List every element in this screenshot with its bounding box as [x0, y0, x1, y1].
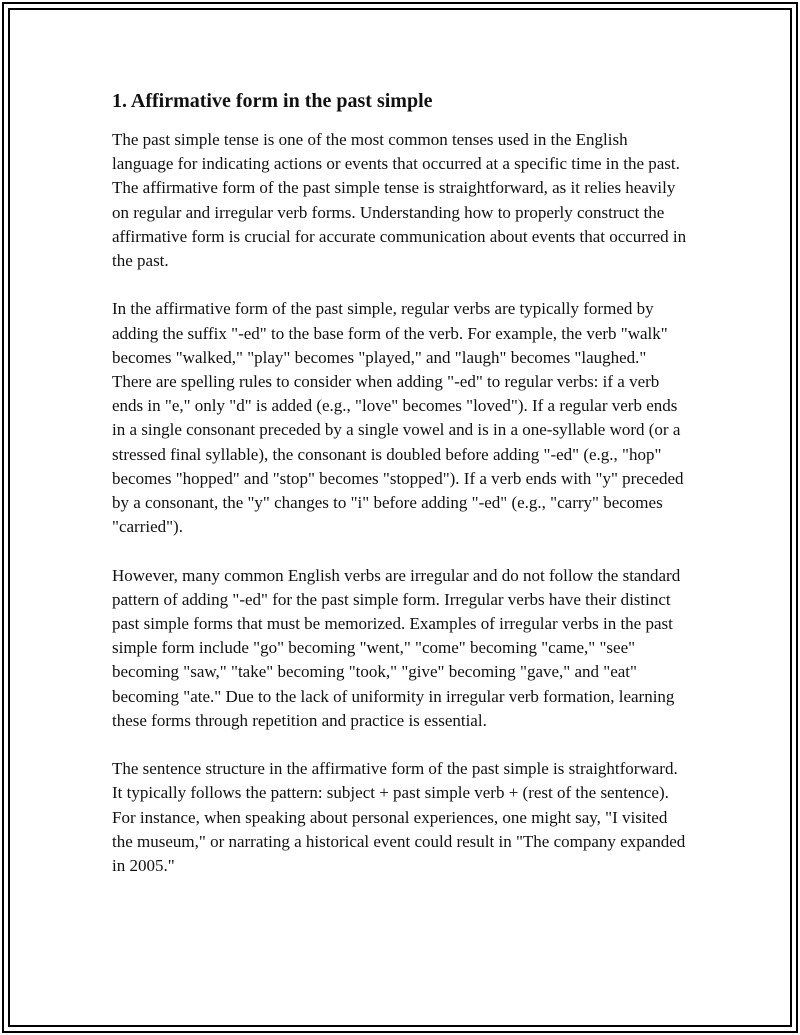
paragraph-irregular-verbs: However, many common English verbs are irregular and do not follow the standard pattern of adding "-ed" for the past simple form. Irregular verbs have their distinct past simple forms that must be memorized. Examples of irregular verbs in the past simple form include "go" becoming "went," "come" becoming "came," "see" becoming "saw," "take" becoming "took," "give" becoming "gave," and "eat" becoming "ate." Due to the lack of uniformity in irregular verb formation, learning these forms through repetition and practice is essential.	[112, 565, 681, 730]
section-heading: 1. Affirmative form in the past simple	[112, 90, 433, 112]
document-body	[112, 88, 687, 902]
paragraph-regular-verbs: In the affirmative form of the past simple, regular verbs are typically formed by adding the suffix "-ed" to the base form of the verb. For example, the verb "walk" becomes "walked," "play" becomes "played," and "laugh" becomes "laughed." There are spelling rules to consider when adding "-ed" to regular verbs: if a verb ends in "e," only "d" is added (e.g., "love" becomes "loved"). If a regular verb ends in a single consonant preceded by a single vowel and is in a one-syllable word (or a stressed final syllable), the consonant is doubled before adding "-ed" (e.g., "hop" becomes "hopped" and "stop" becomes "stopped"). If a verb ends with "y" preceded by a consonant, the "y" changes to "i" before adding "-ed" (e.g., "carry" becomes "carried").	[112, 299, 684, 537]
paragraph-intro: The past simple tense is one of the most common tenses used in the English language for indicating actions or events that occurred at a specific time in the past. The affirmative form of the past simple tense is straightforward, as it relies heavily on regular and irregular verb forms. Understanding how to properly construct the affirmative form is crucial for accurate communication about events that occurred in the past.	[112, 130, 687, 271]
paragraph-sentence-structure: The sentence structure in the affirmative form of the past simple is straightforward. It typically follows the pattern: subject + past simple verb + (rest of the sentence). For instance, when speaking about personal experiences, one might say, "I visited the museum," or narrating a historical event could result in "The company expanded in 2005."	[112, 759, 686, 876]
